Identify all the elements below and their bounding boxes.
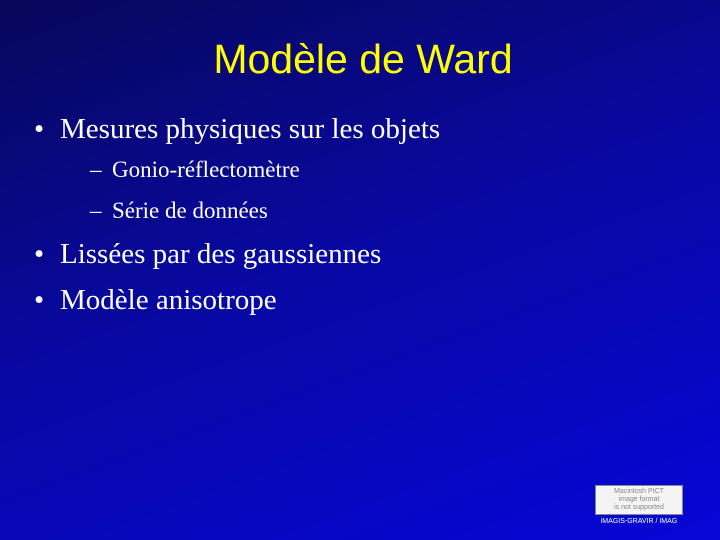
bullet-text: Lissées par des gaussiennes xyxy=(60,238,382,270)
bullet-text: Modèle anisotrope xyxy=(60,284,277,316)
slide-title: Modèle de Ward xyxy=(213,36,513,82)
footer-logo xyxy=(594,485,684,527)
bullet-item-2 xyxy=(34,237,381,271)
pict-line: image format xyxy=(618,496,660,503)
bullet-marker: • xyxy=(34,284,45,316)
bullet-text: Mesures physiques sur les objets xyxy=(60,113,441,145)
sub-bullet-marker: – xyxy=(90,157,102,182)
sub-bullet-item-2 xyxy=(90,197,268,225)
bullet-item-3 xyxy=(34,283,277,317)
sub-bullet-marker: – xyxy=(90,198,102,223)
pict-line: Macintosh PICT xyxy=(614,488,664,495)
bullet-marker: • xyxy=(34,238,45,270)
footer-credit: iMAGIS-GRAVIR / IMAG xyxy=(600,518,678,525)
pict-placeholder-image xyxy=(595,485,683,515)
bullet-marker: • xyxy=(34,113,45,145)
sub-bullet-item-1 xyxy=(90,156,300,184)
sub-bullet-text: Gonio-réflectomètre xyxy=(112,157,300,182)
bullet-item-1 xyxy=(34,112,440,146)
pict-line: is not supported xyxy=(614,504,664,511)
sub-bullet-text: Série de données xyxy=(112,198,268,223)
